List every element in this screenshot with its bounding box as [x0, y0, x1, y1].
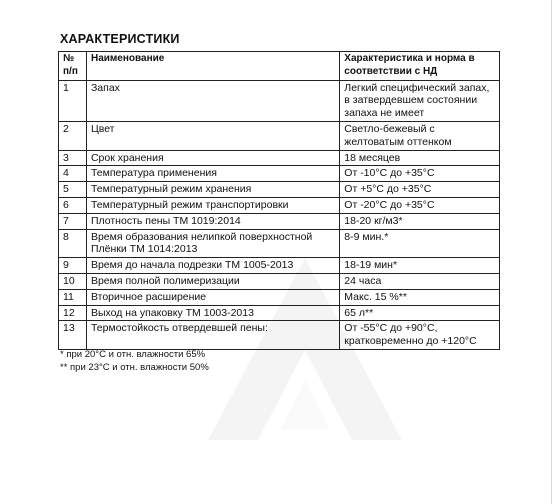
column-header-number: № п/п	[59, 52, 87, 81]
table-row	[59, 305, 500, 321]
row-value: 24 часа	[340, 273, 500, 289]
specifications-table	[58, 51, 500, 350]
table-row	[59, 258, 500, 274]
row-number: 10	[59, 273, 87, 289]
row-value: Светло-бежевый с желтоватым оттенком	[340, 121, 500, 150]
footnote-humidity-65: * при 20°С и отн. влажности 65%	[60, 349, 206, 360]
row-value: 8-9 мин.*	[340, 229, 500, 258]
row-value: От -55°С до +90°С, кратковременно до +120°С	[340, 321, 500, 350]
row-value: 18 месяцев	[340, 150, 500, 166]
table-row	[59, 80, 500, 121]
row-name: Время до начала подрезки ТМ 1005-2013	[86, 258, 339, 274]
row-number: 4	[59, 166, 87, 182]
table-row	[59, 289, 500, 305]
table-row	[59, 166, 500, 182]
row-value: От -20°С до +35°С	[340, 197, 500, 213]
row-value: От -10°С до +35°С	[340, 166, 500, 182]
row-name: Запах	[86, 80, 339, 121]
row-name: Время образования нелипкой поверхностной Плёнки ТМ 1014:2013	[86, 229, 339, 258]
row-value: Макс. 15 %**	[340, 289, 500, 305]
table-row	[59, 150, 500, 166]
row-number: 1	[59, 80, 87, 121]
row-number: 5	[59, 182, 87, 198]
row-name: Плотность пены ТМ 1019:2014	[86, 213, 339, 229]
row-number: 6	[59, 197, 87, 213]
row-number: 9	[59, 258, 87, 274]
row-name: Термостойкость отвердевшей пены:	[86, 321, 339, 350]
table-row	[59, 273, 500, 289]
row-value: 65 л**	[340, 305, 500, 321]
row-number: 2	[59, 121, 87, 150]
table-row	[59, 213, 500, 229]
row-name: Цвет	[86, 121, 339, 150]
row-name: Температура применения	[86, 166, 339, 182]
row-number: 3	[59, 150, 87, 166]
table-row	[59, 321, 500, 350]
footnotes	[60, 348, 209, 374]
row-name: Температурный режим транспортировки	[86, 197, 339, 213]
footnote-humidity-50: ** при 23°С и отн. влажности 50%	[60, 362, 209, 373]
table-header-row	[59, 52, 500, 81]
page-edge-divider	[551, 0, 552, 504]
column-header-value: Характеристика и норма в соответствии с НД	[340, 52, 500, 81]
row-number: 12	[59, 305, 87, 321]
table-row	[59, 121, 500, 150]
section-heading: ХАРАКТЕРИСТИКИ	[60, 32, 180, 46]
row-name: Температурный режим хранения	[86, 182, 339, 198]
table-row	[59, 197, 500, 213]
row-number: 7	[59, 213, 87, 229]
table-row	[59, 229, 500, 258]
row-value: Легкий специфический запах, в затвердевшем состоянии запаха не имеет	[340, 80, 500, 121]
row-value: 18-19 мин*	[340, 258, 500, 274]
row-value: От +5°С до +35°С	[340, 182, 500, 198]
row-value: 18-20 кг/м3*	[340, 213, 500, 229]
row-number: 13	[59, 321, 87, 350]
row-name: Время полной полимеризации	[86, 273, 339, 289]
row-number: 11	[59, 289, 87, 305]
column-header-name: Наименование	[86, 52, 339, 81]
row-name: Выход на упаковку ТМ 1003-2013	[86, 305, 339, 321]
table-row	[59, 182, 500, 198]
row-number: 8	[59, 229, 87, 258]
row-name: Вторичное расширение	[86, 289, 339, 305]
row-name: Срок хранения	[86, 150, 339, 166]
